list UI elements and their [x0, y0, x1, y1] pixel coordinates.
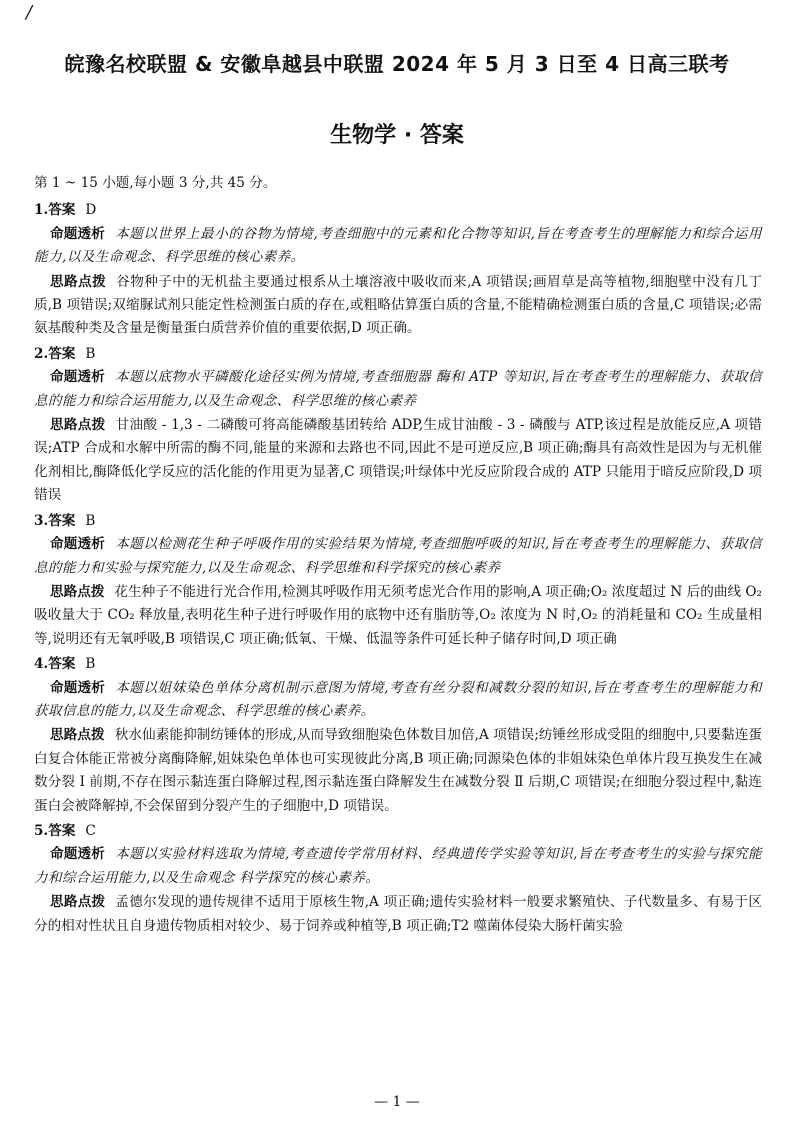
answer-content: [34, 172, 762, 938]
analysis-label: 命题透析: [50, 225, 106, 242]
hint-text: 孟德尔发现的遗传规律不适用于原核生物,A 项正确;遗传实验材料一般要求繁殖快、子代数量多、有易于区分的相对性状且自身遗传物质相对较少、易于饲养或种植等,B 项正确;T2 噬菌体侵染大肠杆菌实验: [34, 894, 762, 934]
question-header: [34, 653, 762, 676]
hint-label: 思路点拨: [50, 583, 105, 600]
corner-mark: /: [26, 2, 33, 23]
analysis-text: 本题以检测花生种子呼吸作用的实验结果为情境,考查细胞呼吸的知识,旨在考查考生的理解能力、获取信息的能力和实验与探究能力,以及生命观念、科学思维和科学探究的核心素养: [34, 536, 762, 576]
question-block: [34, 653, 762, 818]
question-block: [34, 820, 762, 938]
question-header: [34, 820, 762, 843]
answer-value: B: [85, 345, 96, 362]
answer-label: 答案: [48, 202, 76, 219]
analysis-text: 本题以世界上最小的谷物为情境,考查细胞中的元素和化合物等知识,旨在考查考生的理解能力和综合运用能力,以及生命观念、科学思维的核心素养。: [34, 225, 762, 266]
answer-value: C: [85, 822, 96, 839]
hint-label: 思路点拨: [50, 727, 105, 744]
answer-label: 答案: [48, 822, 76, 839]
analysis-paragraph: [34, 533, 762, 580]
analysis-label: 命题透析: [50, 369, 105, 386]
question-header: [34, 199, 762, 222]
analysis-paragraph: [34, 843, 762, 890]
analysis-paragraph: [34, 366, 762, 413]
answer-label: 答案: [48, 512, 76, 529]
page-title: 生物学 · 答案: [330, 123, 464, 148]
analysis-text: 本题以实验材料选取为情境,考查遗传学常用材料、经典遗传学实验等知识,旨在考查考生的实验与探究能力和综合运用能力,以及生命观念 科学探究的核心素养。: [34, 846, 762, 886]
answer-value: B: [85, 512, 96, 529]
answer-value: D: [85, 202, 97, 219]
analysis-text: 本题以姐妹染色单体分离机制示意图为情境,考查有丝分裂和减数分裂的知识,旨在考查考生的理解能力和获取信息的能力,以及生命观念、科学思维的核心素养。: [34, 679, 762, 719]
question-number: 5.: [34, 822, 49, 839]
question-header: [34, 510, 762, 533]
analysis-paragraph: [34, 223, 762, 270]
hint-label: 思路点拨: [50, 894, 106, 911]
question-number: 4.: [34, 656, 49, 673]
analysis-label: 命题透析: [50, 536, 106, 553]
exam-header: 皖豫名校联盟 & 安徽阜越县中联盟 2024 年 5 月 3 日至 4 日高三联考: [64, 52, 730, 76]
question-number: 1.: [34, 202, 49, 219]
hint-label: 思路点拨: [50, 273, 107, 290]
hint-paragraph: [34, 271, 762, 341]
hint-paragraph: [34, 581, 762, 651]
question-number: 3.: [34, 512, 49, 529]
answer-label: 答案: [48, 345, 76, 362]
question-block: [34, 199, 762, 340]
answer-label: 答案: [48, 656, 76, 673]
hint-text: 秋水仙素能抑制纺锤体的形成,从而导致细胞染色体数目加倍,A 项错误;纺锤丝形成受阻的细胞中,只要黏连蛋白复合体能正常被分离酶降解,姐妹染色单体也可实现彼此分离,B 项正确;同源染色体的非姐妹染色单体片段互换发生在减数分裂 Ⅰ 前期,不存在图示黏连蛋白降解过程,图示黏连蛋白降解发生在减数分裂 Ⅱ 后期,C 项错误;在细胞分裂过程中,黏连蛋白会被降解掉,不会保留到分裂产生的子细胞中,D 项错误。: [34, 727, 762, 814]
hint-label: 思路点拨: [50, 417, 106, 434]
hint-paragraph: [34, 724, 762, 818]
intro-line: 第 1 ~ 15 小题,每小题 3 分,共 45 分。: [34, 175, 277, 191]
analysis-paragraph: [34, 677, 762, 724]
analysis-text: 本题以底物水平磷酸化途径实例为情境,考查细胞器 酶和 ATP 等知识,旨在考查考生的理解能力、获取信息的能力和综合运用能力,以及生命观念、科学思维的核心素养: [34, 369, 762, 409]
hint-text: 甘油酸 - 1,3 - 二磷酸可将高能磷酸基团转给 ADP,生成甘油酸 - 3 - 磷酸与 ATP,该过程是放能反应,A 项错误;ATP 合成和水解中所需的酶不同,能量的来源和去路也不同,因此不是可逆反应,B 项正确;酶具有高效性是因为与无机催化剂相比,酶降低化学反应的活化能的作用更为显著,C 项错误;叶绿体中光反应阶段合成的 ATP 只能用于暗反应阶段,D 项错误: [34, 417, 762, 504]
hint-paragraph: [34, 891, 762, 938]
question-block: [34, 510, 762, 651]
hint-text: 花生种子不能进行光合作用,检测其呼吸作用无须考虑光合作用的影响,A 项正确;O₂ 浓度超过 N 后的曲线 O₂ 吸收量大于 CO₂ 释放量,表明花生种子进行呼吸作用的底物中还有脂肪等,O₂ 浓度为 N 时,O₂ 的消耗量和 CO₂ 生成量相等,说明还有无氧呼吸,B 项错误,C 项正确;低氧、干燥、低温等条件可延长种子储存时间,D 项正确: [34, 583, 762, 647]
question-block: [34, 343, 762, 508]
analysis-label: 命题透析: [50, 846, 106, 863]
answer-value: B: [85, 656, 96, 673]
analysis-label: 命题透析: [50, 679, 106, 696]
hint-text: 谷物种子中的无机盐主要通过根系从土壤溶液中吸收而来,A 项错误;画眉草是高等植物,细胞壁中没有几丁质,B 项错误;双缩脲试剂只能定性检测蛋白质的存在,或粗略估算蛋白质的含量,不能精确检测蛋白质的含量,C 项错误;必需氨基酸种类及含量是衡量蛋白质营养价值的重要依据,D 项正确。: [34, 273, 763, 337]
question-number: 2.: [34, 345, 49, 362]
question-header: [34, 343, 762, 366]
page-number: — 1 —: [374, 1094, 420, 1110]
hint-paragraph: [34, 414, 762, 508]
